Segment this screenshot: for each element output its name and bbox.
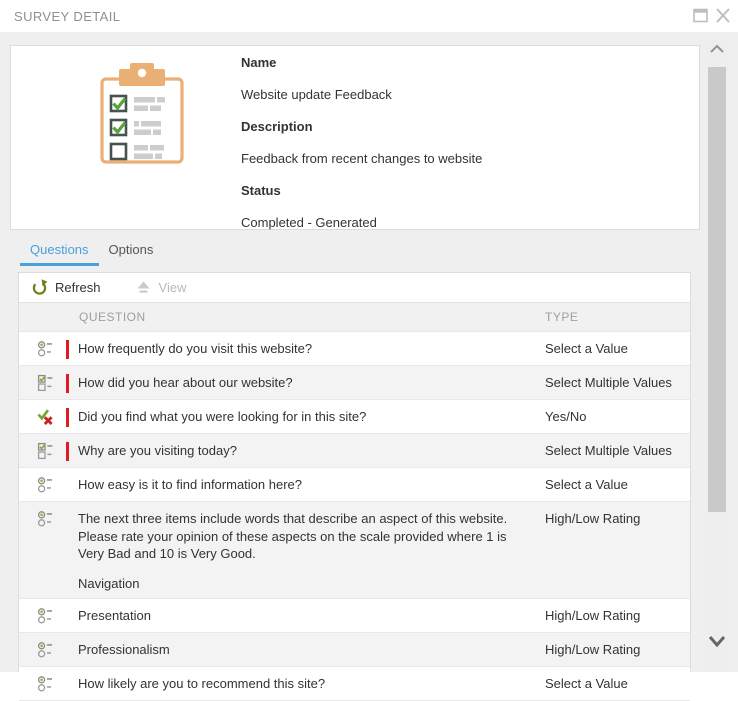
question-subtext: Navigation [78, 575, 140, 591]
radio-list-icon [37, 340, 55, 358]
view-label: View [158, 280, 187, 295]
view-icon [135, 279, 152, 296]
question-type: Select Multiple Values [545, 443, 672, 458]
column-header-type[interactable]: TYPE [545, 310, 579, 324]
description-label: Description [241, 119, 313, 134]
table-row[interactable] [19, 502, 690, 599]
questions-panel [18, 272, 691, 692]
dialog-titlebar [0, 0, 738, 32]
question-type: Select a Value [545, 341, 628, 356]
view-button[interactable] [135, 279, 187, 296]
dialog-title: SURVEY DETAIL [14, 8, 121, 24]
name-label: Name [241, 55, 277, 70]
question-text: How likely are you to recommend this site? [78, 676, 326, 692]
table-row[interactable] [19, 400, 690, 434]
required-flag [66, 442, 69, 461]
table-row[interactable] [19, 599, 690, 633]
survey-clipboard-icon [83, 56, 201, 171]
column-header-question[interactable]: QUESTION [79, 310, 146, 324]
question-type: Select a Value [545, 676, 628, 692]
radio-list-icon [37, 510, 55, 528]
question-type: Select a Value [545, 477, 628, 492]
scrollbar-thumb[interactable] [708, 67, 726, 512]
table-row[interactable] [19, 332, 690, 366]
tab-questions[interactable]: Questions [20, 238, 99, 266]
refresh-button[interactable] [31, 279, 101, 296]
radio-list-icon [37, 675, 55, 693]
survey-fields [241, 55, 482, 247]
refresh-label: Refresh [55, 280, 101, 295]
question-type: Yes/No [545, 409, 587, 424]
radio-list-icon [37, 607, 55, 625]
yes-no-icon [37, 408, 55, 426]
question-type: High/Low Rating [545, 608, 641, 624]
radio-list-icon [37, 476, 55, 494]
chevron-down-icon[interactable] [707, 634, 727, 648]
question-text: Presentation [78, 608, 151, 624]
table-row[interactable] [19, 667, 690, 701]
required-flag [66, 374, 69, 393]
table-row[interactable] [19, 366, 690, 400]
question-type: High/Low Rating [545, 642, 641, 658]
required-flag [66, 340, 69, 359]
tab-bar [20, 238, 163, 266]
toolbar [19, 273, 690, 303]
survey-summary-card [10, 45, 700, 230]
question-text: Why are you visiting today? [78, 443, 237, 458]
table-row[interactable] [19, 468, 690, 502]
required-flag [66, 408, 69, 427]
checkbox-list-icon [37, 374, 55, 392]
checkbox-list-icon [37, 442, 55, 460]
question-text: The next three items include words that describe an aspect of this website. Please rate your opinion of these aspects on the scale provided where 1 is Very Bad and 10 is Very Good. [78, 511, 508, 562]
dialog-body [0, 32, 738, 692]
tab-options[interactable]: Options [108, 242, 154, 257]
chevron-up-icon[interactable] [709, 42, 725, 52]
description-value: Feedback from recent changes to website [241, 151, 483, 166]
question-text: Professionalism [78, 642, 170, 658]
maximize-icon[interactable] [692, 8, 710, 24]
question-text: How easy is it to find information here? [78, 477, 302, 492]
table-header [19, 303, 690, 332]
refresh-icon [31, 279, 48, 296]
table-row[interactable] [19, 434, 690, 468]
radio-list-icon [37, 641, 55, 659]
question-text: How did you hear about our website? [78, 375, 293, 390]
table-row[interactable] [19, 633, 690, 667]
status-value: Completed - Generated [241, 215, 377, 230]
question-text: How frequently do you visit this website? [78, 341, 313, 356]
question-rows [19, 332, 690, 701]
status-label: Status [241, 183, 281, 198]
question-type: High/Low Rating [545, 511, 641, 526]
question-text: Did you find what you were looking for in this site? [78, 409, 367, 424]
question-type: Select Multiple Values [545, 375, 672, 390]
name-value: Website update Feedback [241, 87, 392, 102]
close-icon[interactable] [714, 8, 732, 24]
